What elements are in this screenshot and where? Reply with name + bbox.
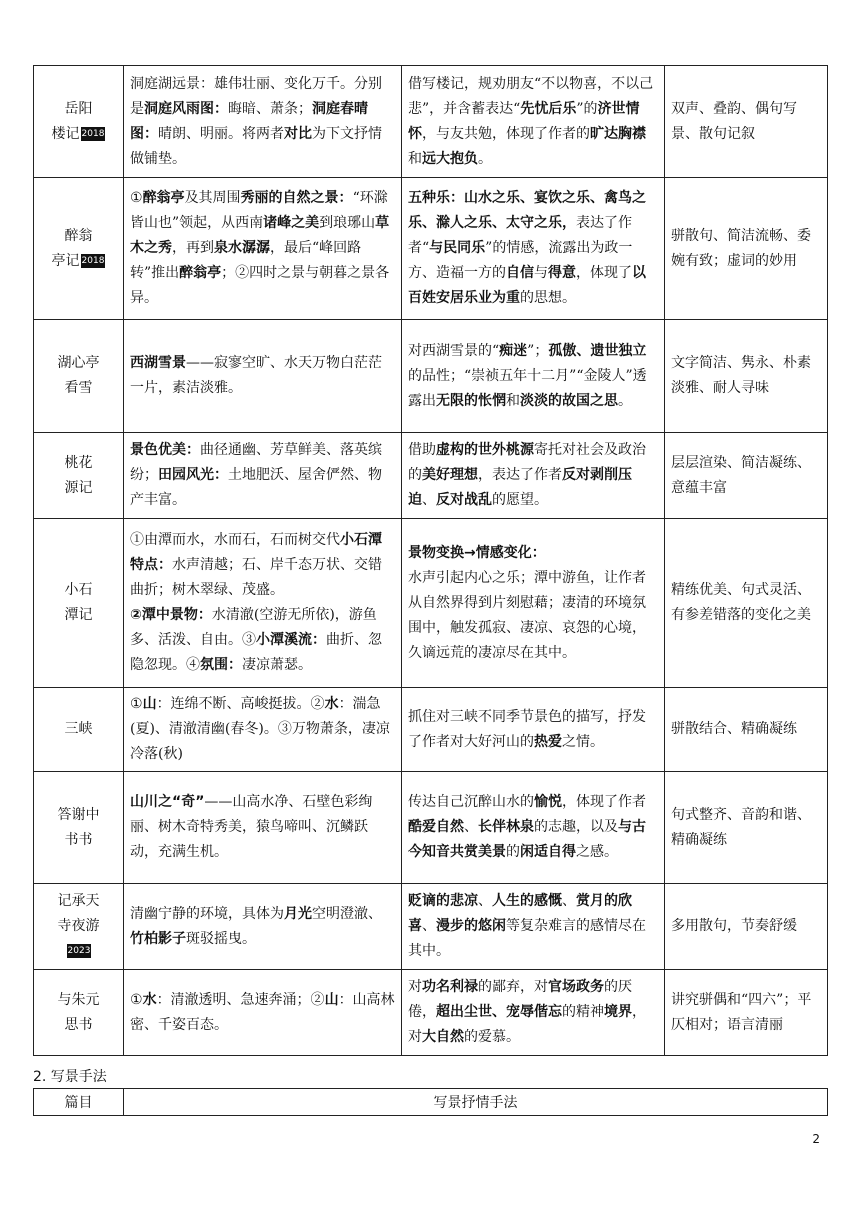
bold-text: 自信: [506, 265, 534, 281]
text-span: 的愿望。: [492, 492, 548, 508]
essay-title-line: 湖心亭: [57, 355, 100, 371]
text-span: 的爱慕。: [464, 1029, 520, 1045]
essay-title-line-wrap: [40, 249, 117, 274]
bold-text: 痴迷: [499, 342, 528, 359]
emotion-theme: [402, 772, 665, 884]
text-span: 的思想。: [520, 290, 576, 306]
text-span: 晦暗、萧条；: [228, 100, 312, 117]
table-row: [34, 320, 828, 433]
bold-text: 闲适自得: [520, 844, 576, 860]
bold-text: 官场政务: [548, 979, 604, 995]
emotion-theme: [402, 320, 665, 433]
bold-text: 景物变换→情感变化：: [408, 544, 546, 561]
text-span: 抓住对三峡不同季节景色的描写，抒发了作者对大好河山的: [408, 708, 646, 750]
text-span: 。: [618, 392, 632, 409]
essay-title-line: 亭记: [51, 252, 80, 269]
bold-text: 山: [324, 991, 339, 1008]
bold-text: 竹柏影子: [130, 930, 186, 947]
essay-title: [34, 688, 124, 772]
essay-title-line: 与朱元: [57, 991, 100, 1008]
essay-title-line: 潭记: [64, 607, 93, 623]
bold-text: 泉水潺潺: [214, 240, 270, 256]
comparison-table: [33, 65, 828, 1056]
scene-description: [124, 884, 402, 970]
language-style: 讲究骈偶和“四六”；平仄相对；语言清丽: [665, 970, 828, 1056]
bold-text: 漫步的悠闲: [436, 918, 506, 934]
emotion-theme: [402, 66, 665, 178]
text-span: 的精神: [562, 1004, 604, 1020]
text-span: ”的情感，流露出为政一方、造福一方的: [408, 240, 633, 281]
essay-title: [34, 178, 124, 320]
essay-title-line: 书书: [64, 831, 93, 848]
table-header-row: [34, 1089, 828, 1116]
text-span: ：山高林密、千姿百态。: [130, 991, 395, 1033]
text-span: “环滁皆山也”领起，从西南: [130, 190, 388, 231]
text-span: 、: [422, 918, 436, 934]
bold-text: 贬谪的悲凉: [408, 893, 478, 909]
essay-title: [34, 519, 124, 688]
text-span: 、: [478, 893, 492, 909]
text-span: 曲径通幽、芳草鲜美、落英缤纷；: [130, 442, 382, 483]
bold-text: 超出尘世、宠辱偕忘: [436, 1004, 562, 1020]
essay-title-line: 答谢中: [57, 806, 100, 823]
text-span: 清幽宁静的环境，具体为: [130, 905, 284, 922]
text-span: ；②四时之景与朝暮之景各异。: [130, 265, 390, 306]
text-span: ，对: [408, 1004, 646, 1045]
text-span: 土地肥沃、屋舍俨然、物产丰富。: [130, 467, 382, 508]
bold-text: 美好理想: [422, 467, 478, 483]
bold-text: 洞庭风雨图：: [144, 100, 228, 117]
essay-title-line: 岳阳: [64, 100, 93, 117]
language-style: 骈散句、简洁流畅、委婉有致；虚词的妙用: [665, 178, 828, 320]
text-span: 洞庭湖远景：雄伟壮丽、变化万千。分别是: [130, 75, 382, 117]
language-style: 文字简洁、隽永、朴素淡雅、耐人寻味: [665, 320, 828, 433]
bold-text: 济世情怀: [408, 100, 640, 142]
bold-text: 愉悦: [534, 794, 562, 810]
bold-text: 无限的怅惘: [436, 392, 506, 409]
bold-text: 氛围：: [200, 657, 242, 673]
text-span: 借写楼记，规劝朋友“不以物喜，不以己悲”，并含蓄表达“: [408, 75, 654, 117]
text-span: ，最后“峰回路转”推出: [130, 240, 362, 281]
table-row: [34, 66, 828, 178]
exam-year-badge: 2018: [81, 255, 105, 266]
bold-text: 酷爱自然: [408, 819, 464, 835]
scene-description: [124, 178, 402, 320]
essay-title-line-wrap: [40, 122, 117, 147]
bold-text: 先忧后乐: [520, 100, 577, 117]
emotion-theme: [402, 688, 665, 772]
text-span: 借助: [408, 442, 436, 458]
text-span: ：清澈透明、急速奔涌；②: [156, 991, 325, 1008]
language-style: 双声、叠韵、偶句写景、散句记叙: [665, 66, 828, 178]
bold-text: 得意: [548, 265, 576, 281]
section-heading: 2. 写景手法: [33, 1069, 107, 1085]
bold-text: 虚构的世外桃源: [436, 442, 534, 458]
essay-title-line: 思书: [64, 1016, 93, 1033]
text-span: 及其周围: [184, 190, 241, 206]
exam-year-badge: 2023: [67, 946, 91, 956]
text-span: ，再到: [172, 240, 214, 256]
text-span: 的厌倦，: [408, 979, 632, 1020]
bold-text: 对比: [284, 125, 312, 142]
text-span: 等复杂难言的感情尽在其中。: [408, 918, 646, 959]
essay-title-line: 源记: [64, 479, 93, 496]
text-span: ——寂寥空旷、水天万物白茫茫一片，素洁淡雅。: [130, 355, 382, 396]
bold-text: 与民同乐: [429, 240, 486, 256]
essay-title-line: 楼记: [51, 125, 80, 142]
bold-text: 诸峰之美: [263, 215, 320, 231]
bold-text: 景色优美：: [130, 442, 200, 458]
bold-text: 洞庭春晴图：: [130, 100, 368, 142]
bold-text: 远大抱负: [422, 150, 478, 167]
bold-text: 赏月的欣喜: [408, 893, 632, 934]
text-span: 的志趣，以及: [534, 819, 618, 835]
text-span: 凄凉萧瑟。: [242, 657, 312, 673]
essay-title-line: 三峡: [64, 721, 93, 737]
bold-text: 长伴林泉: [478, 819, 534, 835]
text-span: ①: [130, 991, 143, 1008]
scene-description: [124, 320, 402, 433]
scene-description: [124, 433, 402, 519]
scene-description: [124, 970, 402, 1056]
essay-title: [34, 772, 124, 884]
language-style: 骈散结合、精确凝练: [665, 688, 828, 772]
page-number: 2: [812, 1132, 820, 1146]
text-span: 之感。: [576, 844, 618, 860]
text-span: 为下文抒情做铺垫。: [130, 125, 382, 167]
text-span: ①: [130, 190, 143, 206]
text-span: 对: [408, 979, 422, 995]
bold-text: 西湖雪景: [130, 355, 186, 371]
text-span: 、: [562, 893, 576, 909]
essay-title: [34, 433, 124, 519]
text-span: 的鄙弃，对: [478, 979, 548, 995]
text-span: 水清澈(空游无所依)，游鱼多、活泼、自由。③: [130, 607, 377, 648]
text-span: 之情。: [562, 733, 604, 750]
bold-text: ②潭中景物：: [130, 607, 212, 623]
essay-title-line: 记承天: [57, 893, 100, 909]
essay-title-line: 小石: [64, 582, 93, 598]
bold-text: 淡淡的故国之思: [520, 392, 618, 409]
scene-description: [124, 66, 402, 178]
language-style: 层层渲染、简洁凝练、意蕴丰富: [665, 433, 828, 519]
text-span: 传达自己沉醉山水的: [408, 794, 534, 810]
exam-year-badge: 2018: [81, 128, 105, 139]
bold-text: 草木之秀: [130, 215, 390, 256]
emotion-theme: [402, 433, 665, 519]
text-span: 表达了作者“: [408, 215, 632, 256]
scene-description: [124, 772, 402, 884]
bold-text: 旷达胸襟: [590, 125, 646, 142]
text-span: 。: [478, 150, 492, 167]
table-body: [34, 66, 828, 1056]
bold-text: 五种乐：山水之乐、宴饮之乐、禽鸟之乐、滁人之乐、太守之乐，: [408, 190, 646, 231]
essay-title-line: 寺夜游: [57, 918, 100, 934]
text-span: ①由潭而水，水而石，石而树交代: [130, 532, 340, 548]
bold-text: 水: [142, 991, 157, 1008]
header-title: 篇目: [34, 1089, 124, 1116]
bold-text: 山川之“奇”: [130, 794, 205, 810]
table-row: [34, 688, 828, 772]
text-span: ”的: [576, 100, 598, 117]
language-style: 句式整齐、音韵和谐、精确凝练: [665, 772, 828, 884]
technique-table: [33, 1088, 828, 1116]
bold-text: 反对剥削压迫: [408, 467, 632, 508]
table-row: [34, 884, 828, 970]
bold-text: 热爱: [534, 733, 562, 750]
emotion-theme: [402, 970, 665, 1056]
essay-title-line: 桃花: [64, 454, 93, 471]
bold-text: 境界: [604, 1004, 632, 1020]
badge-line: [40, 939, 117, 964]
bold-text: 与古今知音共赏美景: [408, 819, 646, 860]
bold-text: 大自然: [422, 1029, 464, 1045]
scene-description: [124, 688, 402, 772]
text-span: ，表达了作者: [478, 467, 562, 483]
essay-title: [34, 66, 124, 178]
text-span: 和: [506, 392, 520, 409]
bold-text: 田园风光：: [158, 467, 228, 483]
emotion-theme: [402, 178, 665, 320]
bold-text: 反对战乱: [436, 492, 492, 508]
essay-title: [34, 320, 124, 433]
bold-text: 人生的感慨: [492, 893, 562, 909]
text-span: ：湍急(夏)、清澈清幽(春冬)。③万物萧条，凄凉冷落(秋): [130, 696, 390, 762]
table-row: [34, 772, 828, 884]
table-row: [34, 178, 828, 320]
bold-text: 醉翁亭: [179, 265, 222, 281]
text-span: 、: [422, 492, 436, 508]
essay-title-line: 醉翁: [64, 227, 93, 244]
essay-title-line: 看雪: [64, 380, 93, 396]
text-span: 空明澄澈、: [312, 905, 382, 922]
bold-text: 醉翁亭: [142, 190, 185, 206]
text-span: ，体现了作者: [562, 794, 646, 810]
text-span: 曲折、忽隐忽现。④: [130, 632, 382, 673]
emotion-theme: [402, 519, 665, 688]
text-span: 的: [506, 844, 520, 860]
text-span: 、: [464, 819, 478, 835]
language-style: 多用散句，节奏舒缓: [665, 884, 828, 970]
bold-text: 月光: [284, 905, 312, 922]
text-span: 水声清越；石、岸千态万状、交错曲折；树木翠绿、茂盛。: [130, 557, 382, 598]
text-span: 与: [534, 265, 548, 281]
header-technique: 写景抒情手法: [124, 1089, 828, 1116]
text-span: 到琅琊山: [319, 215, 376, 231]
text-span: 对西湖雪景的“: [408, 342, 500, 359]
text-span: ，体现了: [576, 265, 632, 281]
bold-text: 小潭溪流：: [256, 632, 326, 648]
bold-text: 功名利禄: [422, 979, 478, 995]
text-span: ：连绵不断、高峻挺拔。②: [156, 696, 325, 712]
text-span: ——山高水净、石壁色彩绚丽、树木奇特秀美，猿鸟啼叫、沉鳞跃动，充满生机。: [130, 794, 373, 860]
bold-text: 水: [324, 696, 339, 712]
table-row: [34, 519, 828, 688]
text-span: 寄托对社会及政治的: [408, 442, 646, 483]
essay-title: [34, 970, 124, 1056]
scene-description: [124, 519, 402, 688]
text-span: 斑驳摇曳。: [186, 930, 256, 947]
bold-text: 以百姓安居乐业为重: [408, 265, 646, 306]
text-span: 的品性；“崇祯五年十二月”“金陵人”透露出: [408, 367, 647, 409]
text-span: ①: [130, 696, 143, 712]
bold-text: 山: [142, 696, 157, 712]
text-span: ，与友共勉，体现了作者的: [422, 125, 590, 142]
text-span: 晴朗、明丽。将两者: [158, 125, 284, 142]
text-span: 水声引起内心之乐；潭中游鱼，让作者从自然界得到片刻慰藉；凄清的环境氛围中，触发孤寂、凄凉、哀怨的心境，久谪远荒的凄凉尽在其中。: [408, 569, 646, 661]
essay-title: [34, 884, 124, 970]
text-span: ”；: [527, 342, 549, 359]
language-style: 精练优美、句式灵活、有参差错落的变化之美: [665, 519, 828, 688]
table-row: [34, 970, 828, 1056]
bold-text: 秀丽的自然之景：: [240, 190, 353, 206]
text-span: 和: [408, 150, 422, 167]
emotion-theme: [402, 884, 665, 970]
bold-text: 孤傲、遗世独立: [548, 342, 647, 359]
bold-text: 小石潭特点：: [130, 532, 382, 573]
table-row: [34, 433, 828, 519]
